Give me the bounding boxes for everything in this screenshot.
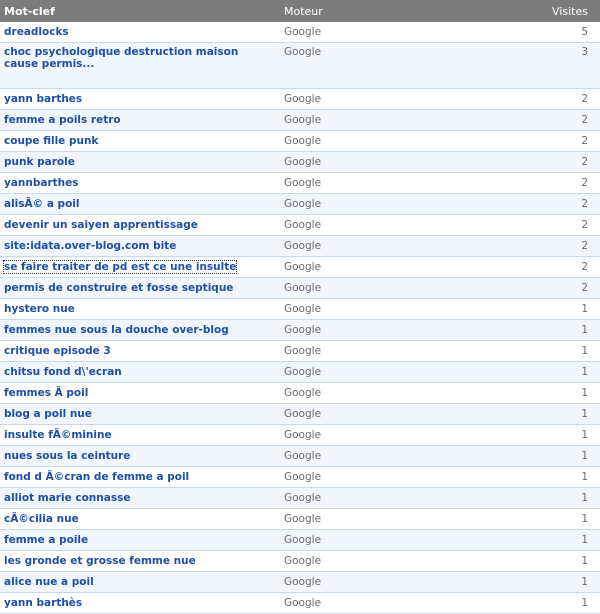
visits-cell: 2: [498, 215, 600, 236]
keyword-cell[interactable]: [0, 551, 280, 572]
engine-cell: Google: [280, 257, 498, 278]
keyword-cell[interactable]: [0, 320, 280, 341]
keyword-cell[interactable]: [0, 131, 280, 152]
engine-cell: Google: [280, 341, 498, 362]
engine-cell: Google: [280, 488, 498, 509]
engine-cell: Google: [280, 110, 498, 131]
keyword-cell[interactable]: [0, 215, 280, 236]
table-row: [0, 488, 600, 509]
table-row: [0, 152, 600, 173]
table-row: [0, 110, 600, 131]
table-row: [0, 194, 600, 215]
visits-cell: 1: [498, 425, 600, 446]
keyword-link[interactable]: choc psychologique destruction maison cause permis...: [4, 46, 239, 70]
keyword-link[interactable]: alice nue a poil: [4, 576, 94, 588]
table-row: [0, 320, 600, 341]
engine-cell: Google: [280, 362, 498, 383]
engine-cell: Google: [280, 404, 498, 425]
keyword-link[interactable]: hystero nue: [4, 303, 75, 315]
keyword-cell[interactable]: [0, 299, 280, 320]
keyword-cell[interactable]: [0, 446, 280, 467]
keyword-cell[interactable]: [0, 341, 280, 362]
visits-cell: 1: [498, 593, 600, 614]
keyword-cell[interactable]: [0, 152, 280, 173]
keyword-link[interactable]: alliot marie connasse: [4, 492, 131, 504]
keyword-link[interactable]: critique episode 3: [4, 345, 111, 357]
visits-cell: 2: [498, 278, 600, 299]
table-row: [0, 299, 600, 320]
keyword-link[interactable]: dreadlocks: [4, 26, 69, 38]
keyword-cell[interactable]: [0, 383, 280, 404]
visits-cell: 2: [498, 152, 600, 173]
visits-cell: 1: [498, 509, 600, 530]
keyword-link[interactable]: fond d Ã©cran de femme a poil: [4, 471, 190, 483]
table-row: [0, 236, 600, 257]
table-row: [0, 425, 600, 446]
engine-cell: Google: [280, 194, 498, 215]
keyword-link[interactable]: site:idata.over-blog.com bite: [4, 240, 177, 252]
table-row: [0, 383, 600, 404]
table-row: [0, 530, 600, 551]
visits-cell: 1: [498, 320, 600, 341]
visits-cell: 3: [498, 43, 600, 89]
visits-cell: 1: [498, 383, 600, 404]
visits-cell: 1: [498, 299, 600, 320]
engine-cell: Google: [280, 89, 498, 110]
engine-cell: Google: [280, 530, 498, 551]
table-row: [0, 173, 600, 194]
keyword-link[interactable]: nues sous la ceinture: [4, 450, 131, 462]
keyword-link[interactable]: coupe fille punk: [4, 135, 99, 147]
keyword-link[interactable]: alisÃ© a poil: [4, 198, 80, 210]
keyword-link-focused[interactable]: [4, 261, 236, 273]
keyword-cell[interactable]: [0, 257, 280, 278]
visits-cell: 5: [498, 22, 600, 43]
keyword-cell[interactable]: [0, 362, 280, 383]
keyword-cell[interactable]: [0, 572, 280, 593]
table-row: [0, 593, 600, 614]
visits-cell: 1: [498, 446, 600, 467]
engine-cell: Google: [280, 22, 498, 43]
visits-cell: 1: [498, 467, 600, 488]
keyword-cell[interactable]: [0, 278, 280, 299]
keyword-link[interactable]: punk parole: [4, 156, 75, 168]
keyword-link[interactable]: les gronde et grosse femme nue: [4, 555, 196, 567]
table-row: [0, 43, 600, 89]
header-visits[interactable]: Visites: [552, 4, 588, 18]
visits-cell: 1: [498, 551, 600, 572]
table-row: [0, 131, 600, 152]
table-row: [0, 446, 600, 467]
engine-cell: Google: [280, 383, 498, 404]
keyword-link[interactable]: blog a poil nue: [4, 408, 92, 420]
visits-cell: 1: [498, 362, 600, 383]
engine-cell: Google: [280, 236, 498, 257]
table-row: [0, 551, 600, 572]
keyword-link-text: se faire traiter de pd est ce une insulte: [4, 261, 237, 273]
visits-cell: 2: [498, 131, 600, 152]
keyword-cell[interactable]: [0, 236, 280, 257]
keyword-cell[interactable]: [0, 22, 280, 43]
visits-cell: 2: [498, 110, 600, 131]
keyword-link[interactable]: yannbarthes: [4, 177, 79, 189]
visits-cell: 1: [498, 341, 600, 362]
engine-cell: Google: [280, 551, 498, 572]
keyword-cell[interactable]: [0, 530, 280, 551]
keyword-cell[interactable]: [0, 509, 280, 530]
keyword-link[interactable]: insulte fÃ©minine: [4, 429, 112, 441]
engine-cell: Google: [280, 593, 498, 614]
engine-cell: Google: [280, 446, 498, 467]
keyword-cell[interactable]: [0, 488, 280, 509]
engine-cell: Google: [280, 509, 498, 530]
table-row: [0, 362, 600, 383]
engine-cell: Google: [280, 215, 498, 236]
keyword-cell[interactable]: [0, 43, 280, 89]
header-engine[interactable]: Moteur: [284, 4, 323, 18]
engine-cell: Google: [280, 278, 498, 299]
keyword-cell[interactable]: [0, 173, 280, 194]
keyword-cell[interactable]: [0, 404, 280, 425]
table-row: [0, 467, 600, 488]
keyword-cell[interactable]: [0, 425, 280, 446]
engine-cell: Google: [280, 572, 498, 593]
keyword-link[interactable]: femmes Ã poil: [4, 387, 89, 399]
keyword-cell[interactable]: [0, 593, 280, 614]
keyword-cell[interactable]: [0, 110, 280, 131]
visits-cell: 1: [498, 488, 600, 509]
table-row: [0, 404, 600, 425]
keyword-link[interactable]: yann barthès: [4, 597, 83, 609]
table-row: [0, 341, 600, 362]
keyword-cell[interactable]: [0, 89, 280, 110]
visits-cell: 1: [498, 530, 600, 551]
keyword-cell[interactable]: [0, 467, 280, 488]
table-row: [0, 278, 600, 299]
table-row: [0, 89, 600, 110]
visits-cell: 2: [498, 194, 600, 215]
visits-cell: 2: [498, 236, 600, 257]
keyword-link[interactable]: yann barthes: [4, 93, 83, 105]
visits-cell: 1: [498, 404, 600, 425]
visits-cell: 2: [498, 89, 600, 110]
visits-cell: 2: [498, 257, 600, 278]
engine-cell: Google: [280, 131, 498, 152]
table-row: [0, 509, 600, 530]
engine-cell: Google: [280, 152, 498, 173]
table-row: [0, 22, 600, 43]
engine-cell: Google: [280, 299, 498, 320]
table-header-row: [0, 0, 600, 22]
keyword-link[interactable]: devenir un saiyen apprentissage: [4, 219, 198, 231]
keyword-link[interactable]: femmes nue sous la douche over-blog: [4, 324, 229, 336]
keyword-link[interactable]: permis de construire et fosse septique: [4, 282, 234, 294]
table-row: [0, 215, 600, 236]
visits-cell: 1: [498, 572, 600, 593]
engine-cell: Google: [280, 320, 498, 341]
engine-cell: Google: [280, 43, 498, 89]
keyword-link[interactable]: chitsu fond d\'ecran: [4, 366, 122, 378]
visits-cell: 2: [498, 173, 600, 194]
engine-cell: Google: [280, 173, 498, 194]
keyword-cell[interactable]: [0, 194, 280, 215]
engine-cell: Google: [280, 425, 498, 446]
engine-cell: Google: [280, 467, 498, 488]
keyword-link[interactable]: femme a poils retro: [4, 114, 121, 126]
header-keyword[interactable]: Mot-clef: [4, 4, 55, 18]
keyword-link[interactable]: cÃ©cilia nue: [4, 513, 79, 525]
table-row: [0, 257, 600, 278]
table-row: [0, 572, 600, 593]
keyword-link[interactable]: femme a poile: [4, 534, 89, 546]
